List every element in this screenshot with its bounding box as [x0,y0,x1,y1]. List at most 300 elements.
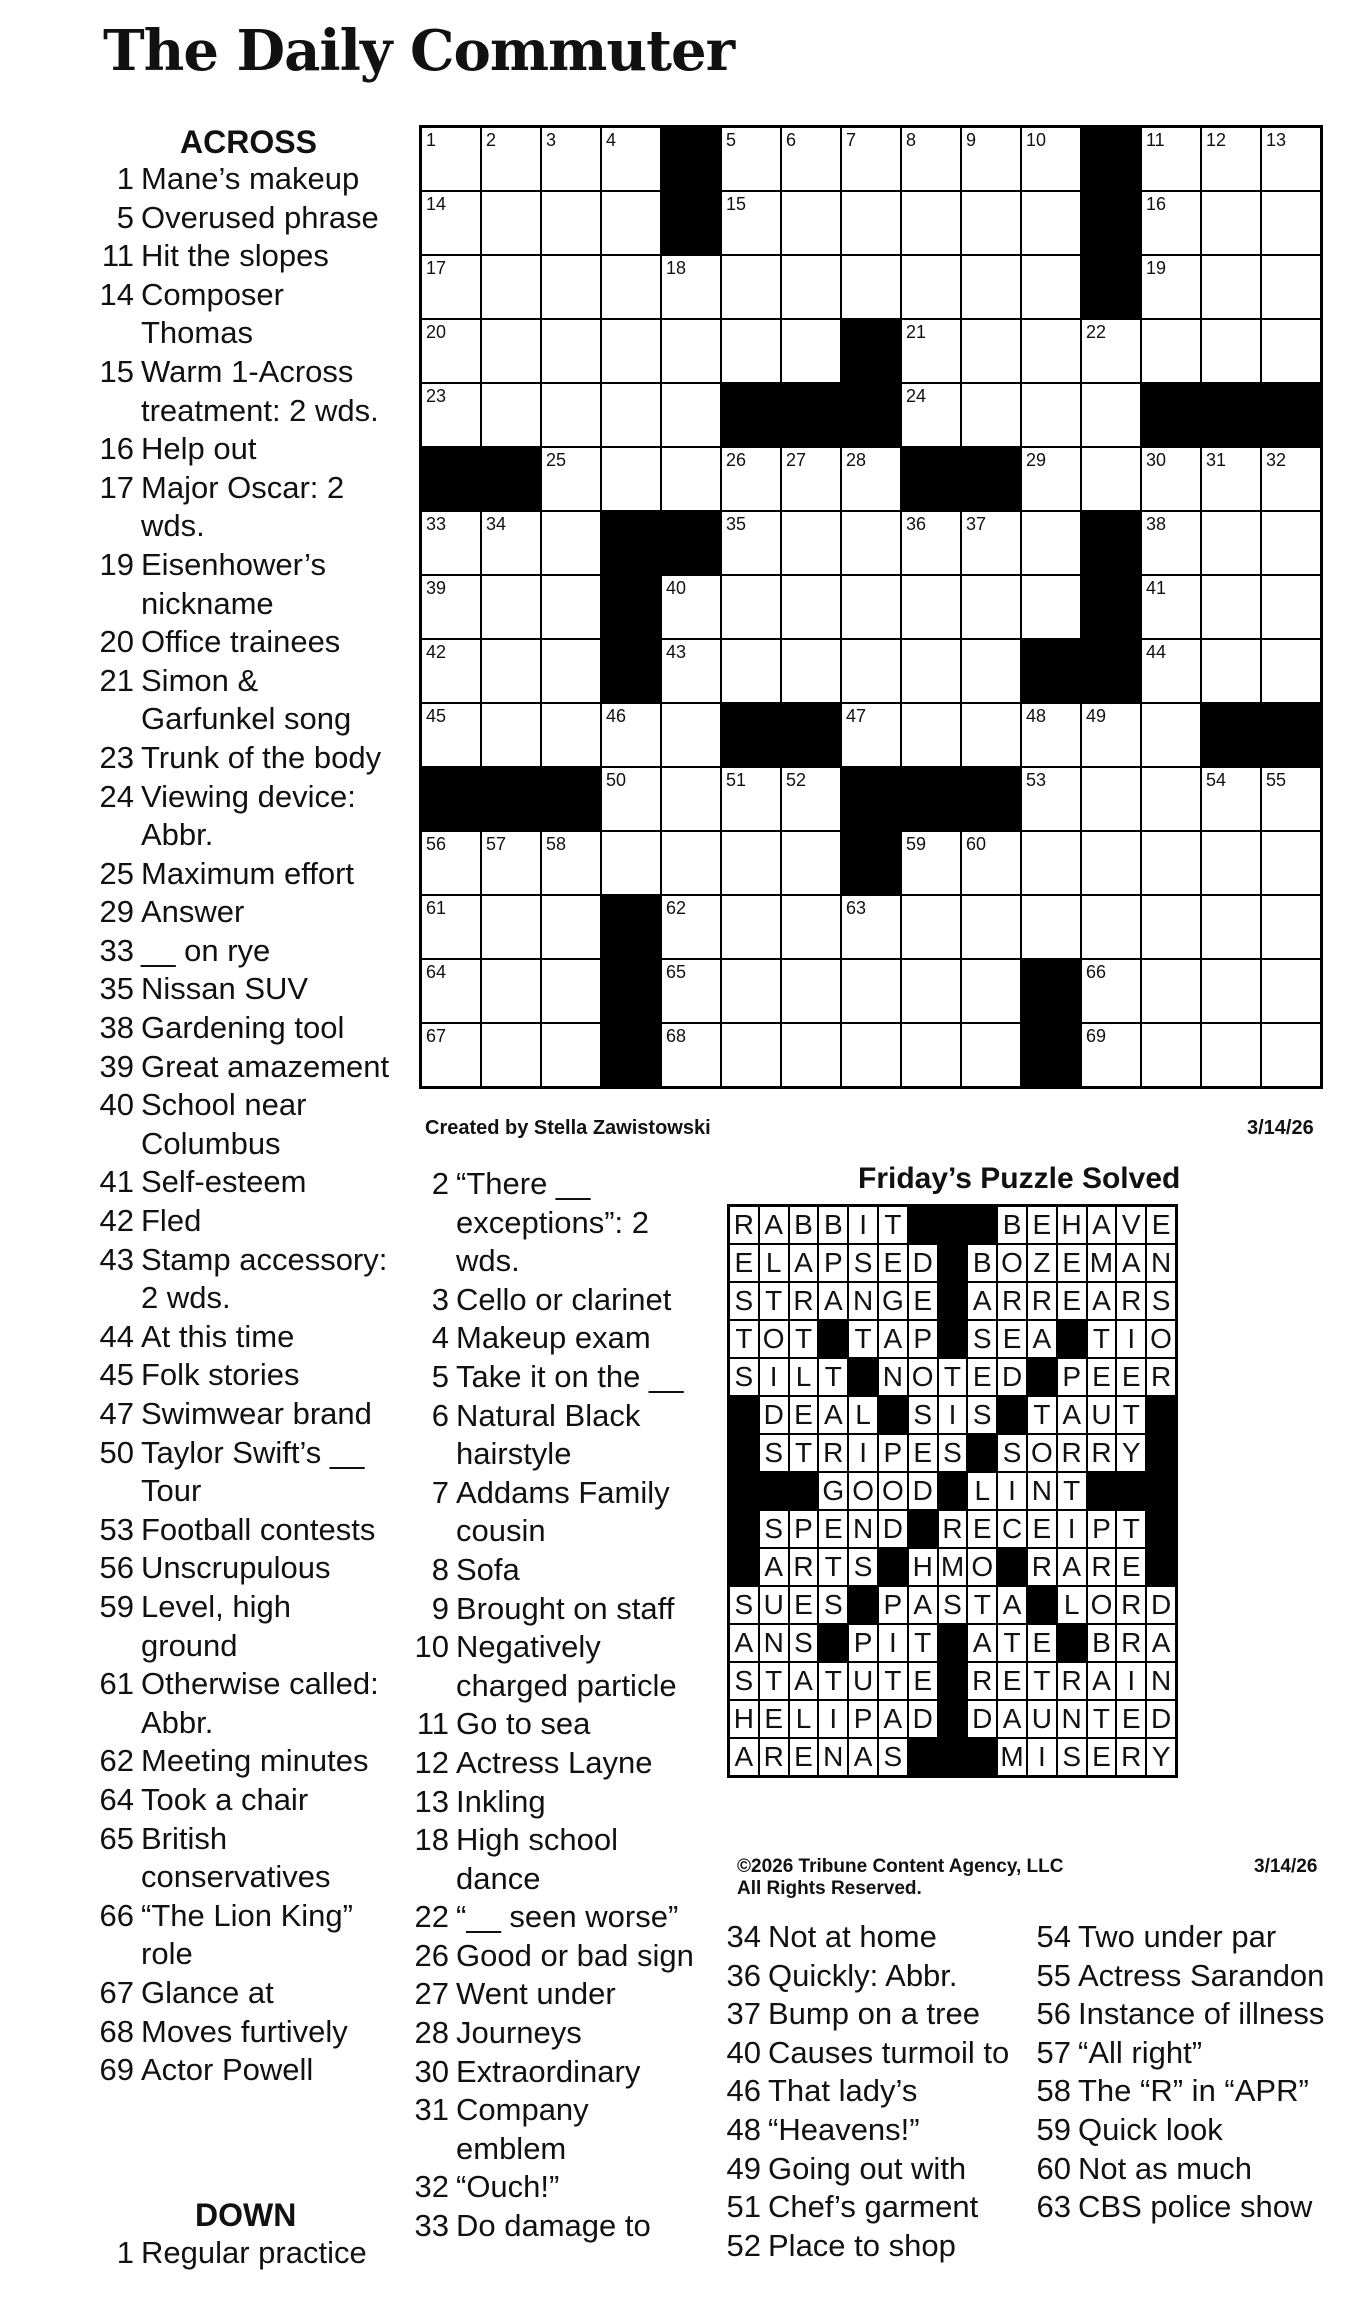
grid-cell[interactable] [901,383,961,447]
solved-letter: T [789,1434,819,1472]
grid-cell[interactable] [901,319,961,383]
solved-letter: I [1116,1662,1146,1700]
grid-cell[interactable] [901,255,961,319]
grid-cell[interactable] [961,575,1021,639]
grid-cell[interactable] [421,575,482,639]
grid-cell[interactable] [1081,447,1141,511]
grid-cell[interactable] [901,191,961,255]
grid-cell[interactable] [601,319,661,383]
grid-cell[interactable] [1261,895,1322,959]
grid-cell[interactable] [601,383,661,447]
cell-number: 63 [846,898,867,918]
clue-text: Answer [141,894,245,930]
grid-cell[interactable] [841,127,901,192]
solved-black-square [938,1662,968,1700]
grid-cell[interactable] [661,639,721,703]
grid-cell[interactable] [901,575,961,639]
grid-cell[interactable] [1081,703,1141,767]
solved-letter: E [1146,1206,1176,1245]
grid-cell[interactable] [481,575,541,639]
solved-letter: P [848,1624,878,1662]
grid-cell[interactable] [481,639,541,703]
grid-cell[interactable] [1261,319,1322,383]
solved-letter: T [759,1282,789,1320]
grid-cell[interactable] [781,959,841,1023]
grid-cell[interactable] [421,895,482,959]
grid-cell[interactable] [1021,767,1081,831]
across-header: ACROSS [180,124,317,160]
grid-cell[interactable] [541,895,601,959]
grid-cell[interactable] [901,1023,961,1088]
grid-cell[interactable] [1081,383,1141,447]
solved-letter: A [848,1738,878,1777]
solved-letter: I [878,1624,908,1662]
clue-number: 46 [726,2073,761,2109]
grid-cell[interactable] [421,255,482,319]
grid-cell[interactable] [421,1023,482,1088]
solved-black-square [938,1624,968,1662]
solved-letter: D [967,1700,997,1738]
grid-cell[interactable] [661,895,721,959]
grid-cell[interactable] [1261,511,1322,575]
grid-cell[interactable] [961,191,1021,255]
grid-cell[interactable] [841,511,901,575]
grid-cell[interactable] [1141,831,1201,895]
cell-number: 14 [426,194,447,214]
grid-cell[interactable] [1261,575,1322,639]
cell-number: 35 [726,514,747,534]
clue-number: 59 [1036,2111,1071,2147]
grid-cell[interactable] [841,639,901,703]
grid-cell[interactable] [661,831,721,895]
solved-black-square [729,1434,759,1472]
solved-letter: A [729,1624,759,1662]
black-square [1081,639,1141,703]
clue-number: 34 [726,1919,761,1954]
grid-cell[interactable] [481,1023,541,1088]
grid-cell[interactable] [421,639,482,703]
solved-letter: A [1146,1624,1176,1662]
grid-cell[interactable] [721,127,781,192]
solved-letter: E [908,1662,938,1700]
grid-cell[interactable] [901,959,961,1023]
grid-cell[interactable] [1081,1023,1141,1088]
grid-cell[interactable] [421,831,482,895]
clue-item [1036,1957,1336,1996]
grid-cell[interactable] [541,831,601,895]
grid-cell[interactable] [1021,831,1081,895]
clue-number: 21 [99,662,134,698]
grid-cell[interactable] [661,767,721,831]
grid-cell[interactable] [661,447,721,511]
solved-letter: R [1057,1662,1087,1700]
grid-cell[interactable] [1141,447,1201,511]
solved-black-square [818,1320,848,1358]
grid-cell[interactable] [721,639,781,703]
clue-item [726,1957,1026,1996]
solved-letter: S [729,1662,759,1700]
grid-cell[interactable] [721,191,781,255]
solved-letter: P [789,1510,819,1548]
clue-item [98,1086,390,1163]
clue-number: 49 [726,2150,761,2186]
grid-cell[interactable] [661,255,721,319]
down-clues-column-2 [414,1165,704,2246]
grid-cell[interactable] [721,575,781,639]
grid-cell[interactable] [841,895,901,959]
grid-cell[interactable] [1141,319,1201,383]
clue-text: Level, high ground [141,1588,291,1663]
solved-black-square [1146,1434,1176,1472]
black-square [1081,255,1141,319]
grid-cell[interactable] [1141,255,1201,319]
solved-letter: S [1146,1282,1176,1320]
grid-cell[interactable] [541,191,601,255]
grid-cell[interactable] [661,319,721,383]
solved-letter: R [1116,1282,1146,1320]
grid-cell[interactable] [901,639,961,703]
grid-cell[interactable] [721,767,781,831]
solved-letter: A [1057,1396,1087,1434]
black-square [961,447,1021,511]
grid-cell[interactable] [661,383,721,447]
grid-cell[interactable] [481,127,541,192]
grid-cell[interactable] [781,191,841,255]
grid-cell[interactable] [661,575,721,639]
solved-black-square [729,1510,759,1548]
grid-cell[interactable] [1021,703,1081,767]
grid-cell[interactable] [721,1023,781,1088]
clue-number: 20 [99,624,134,660]
grid-cell[interactable] [541,383,601,447]
solved-letter: I [848,1206,878,1245]
grid-cell[interactable] [541,127,601,192]
solved-letter: N [848,1510,878,1548]
clue-text: “__ seen worse” [456,1899,679,1935]
grid-cell[interactable] [1201,959,1261,1023]
solved-letter: I [938,1396,968,1434]
grid-cell[interactable] [781,895,841,959]
grid-cell[interactable] [841,959,901,1023]
solved-letter: S [729,1282,759,1320]
clue-item [98,469,390,546]
clue-number: 52 [726,2227,761,2263]
grid-cell[interactable] [601,127,661,192]
solved-letter: P [1087,1510,1117,1548]
grid-cell[interactable] [1261,447,1322,511]
solved-letter: T [997,1624,1027,1662]
solved-letter: T [759,1662,789,1700]
grid-cell[interactable] [541,703,601,767]
grid-cell[interactable] [1201,575,1261,639]
grid-cell[interactable] [841,1023,901,1088]
grid-cell[interactable] [781,767,841,831]
grid-cell[interactable] [721,255,781,319]
grid-cell[interactable] [1081,767,1141,831]
solved-letter: O [1146,1320,1176,1358]
clue-text: __ on rye [141,932,271,968]
grid-cell[interactable] [841,447,901,511]
grid-cell[interactable] [721,319,781,383]
grid-cell[interactable] [1261,959,1322,1023]
grid-cell[interactable] [721,831,781,895]
clue-item [98,739,390,778]
solved-letter: I [1116,1320,1146,1358]
solved-black-square [1027,1586,1057,1624]
grid-cell[interactable] [1201,191,1261,255]
grid-cell[interactable] [1201,511,1261,575]
grid-cell[interactable] [1261,127,1322,192]
clue-number: 23 [99,739,134,775]
solved-letter: T [878,1206,908,1245]
cell-number: 28 [846,450,867,470]
grid-cell[interactable] [1021,575,1081,639]
grid-cell[interactable] [961,639,1021,703]
grid-cell[interactable] [1141,1023,1201,1088]
clue-number: 18 [414,1822,449,1858]
grid-cell[interactable] [481,959,541,1023]
grid-cell[interactable] [1201,639,1261,703]
grid-cell[interactable] [901,127,961,192]
grid-cell[interactable] [1021,447,1081,511]
grid-cell[interactable] [1081,831,1141,895]
grid-cell[interactable] [481,895,541,959]
grid-cell[interactable] [1201,767,1261,831]
grid-cell[interactable] [1201,831,1261,895]
grid-cell[interactable] [421,959,482,1023]
grid-cell[interactable] [721,959,781,1023]
cell-number: 64 [426,962,447,982]
grid-cell[interactable] [781,511,841,575]
grid-cell[interactable] [1021,191,1081,255]
grid-cell[interactable] [601,447,661,511]
solved-black-square [729,1396,759,1434]
grid-cell[interactable] [481,383,541,447]
solved-letter: L [967,1472,997,1510]
clue-item [98,778,390,855]
grid-cell[interactable] [481,319,541,383]
grid-cell[interactable] [601,255,661,319]
grid-cell[interactable] [961,383,1021,447]
grid-cell[interactable] [781,639,841,703]
grid-cell[interactable] [1141,767,1201,831]
grid-cell[interactable] [781,447,841,511]
grid-cell[interactable] [841,703,901,767]
clue-number: 63 [1036,2189,1071,2225]
grid-cell[interactable] [421,319,482,383]
grid-cell[interactable] [481,255,541,319]
grid-cell[interactable] [1261,767,1322,831]
solved-letter: N [1057,1700,1087,1738]
solved-letter: A [878,1320,908,1358]
grid-cell[interactable] [1201,895,1261,959]
grid-cell[interactable] [1141,639,1201,703]
clue-text: Quick look [1078,2111,1223,2147]
clue-text: Causes turmoil to [768,2034,1010,2070]
grid-cell[interactable] [1021,895,1081,959]
clue-text: Actress Layne [456,1744,653,1780]
black-square [1081,511,1141,575]
grid-cell[interactable] [721,447,781,511]
clue-number: 61 [99,1666,134,1702]
grid-cell[interactable] [961,319,1021,383]
grid-cell[interactable] [481,191,541,255]
grid-cell[interactable] [961,255,1021,319]
solved-black-square [938,1206,968,1245]
grid-cell[interactable] [541,959,601,1023]
clue-number: 12 [414,1744,449,1780]
cell-number: 58 [546,834,567,854]
grid-cell[interactable] [1141,511,1201,575]
grid-cell[interactable] [1141,127,1201,192]
grid-cell[interactable] [661,959,721,1023]
grid-cell[interactable] [721,511,781,575]
black-square [1201,703,1261,767]
grid-cell[interactable] [1081,319,1141,383]
clue-text: Major Oscar: 2 wds. [141,469,345,544]
grid-cell[interactable] [1141,191,1201,255]
clue-text: High school dance [456,1822,618,1896]
clue-item [414,1783,704,1822]
grid-cell[interactable] [961,127,1021,192]
grid-cell[interactable] [661,1023,721,1088]
grid-cell[interactable] [841,191,901,255]
grid-cell[interactable] [421,383,482,447]
black-square [1021,639,1081,703]
grid-cell[interactable] [781,127,841,192]
grid-cell[interactable] [841,575,901,639]
grid-cell[interactable] [421,191,482,255]
grid-cell[interactable] [1141,895,1201,959]
solved-letter: R [997,1282,1027,1320]
grid-cell[interactable] [1021,127,1081,192]
solved-black-square [938,1738,968,1777]
grid-cell[interactable] [841,255,901,319]
grid-cell[interactable] [961,1023,1021,1088]
grid-cell[interactable] [541,447,601,511]
grid-cell[interactable] [1021,255,1081,319]
solved-letter: T [1057,1472,1087,1510]
grid-cell[interactable] [901,895,961,959]
grid-cell[interactable] [781,255,841,319]
grid-cell[interactable] [481,831,541,895]
solved-letter: T [1027,1662,1057,1700]
clue-number: 43 [99,1241,134,1277]
grid-cell[interactable] [481,703,541,767]
grid-cell[interactable] [481,511,541,575]
grid-cell[interactable] [781,1023,841,1088]
clue-number: 11 [416,1706,449,1742]
cell-number: 61 [426,898,447,918]
grid-cell[interactable] [1081,895,1141,959]
clue-number: 33 [99,932,134,968]
cell-number: 65 [666,962,687,982]
clue-item [98,1820,390,1897]
grid-cell[interactable] [541,639,601,703]
grid-cell[interactable] [961,511,1021,575]
cell-number: 31 [1206,450,1227,470]
grid-cell[interactable] [1261,1023,1322,1088]
black-square [721,703,781,767]
grid-cell[interactable] [961,895,1021,959]
solved-letter: D [1146,1586,1176,1624]
solved-letter: O [908,1358,938,1396]
solved-letter: A [1116,1244,1146,1282]
grid-cell[interactable] [1201,447,1261,511]
grid-cell[interactable] [601,703,661,767]
grid-cell[interactable] [721,895,781,959]
grid-cell[interactable] [781,319,841,383]
grid-cell[interactable] [601,767,661,831]
clue-item [98,1048,390,1087]
solved-letter: A [789,1244,819,1282]
solved-letter: U [848,1662,878,1700]
solved-letter: E [789,1396,819,1434]
grid-cell[interactable] [901,831,961,895]
grid-cell[interactable] [901,703,961,767]
grid-cell[interactable] [421,127,482,192]
grid-cell[interactable] [541,575,601,639]
cell-number: 44 [1146,642,1167,662]
grid-cell[interactable] [901,511,961,575]
solved-letter: M [997,1738,1027,1777]
solved-letter: L [789,1700,819,1738]
grid-cell[interactable] [1021,511,1081,575]
grid-cell[interactable] [541,255,601,319]
solved-black-square [1146,1510,1176,1548]
grid-cell[interactable] [1021,319,1081,383]
grid-cell[interactable] [601,191,661,255]
grid-cell[interactable] [1201,1023,1261,1088]
grid-cell[interactable] [541,511,601,575]
clue-number: 7 [431,1474,449,1510]
clue-number: 4 [431,1320,449,1356]
solved-letter: E [908,1434,938,1472]
black-square [601,511,661,575]
grid-cell[interactable] [1261,191,1322,255]
grid-cell[interactable] [1261,831,1322,895]
cell-number: 16 [1146,194,1167,214]
grid-cell[interactable] [1201,255,1261,319]
grid-cell[interactable] [781,831,841,895]
grid-cell[interactable] [1201,127,1261,192]
grid-cell[interactable] [961,831,1021,895]
grid-cell[interactable] [601,831,661,895]
clue-item [1036,1918,1336,1957]
grid-cell[interactable] [961,959,1021,1023]
grid-cell[interactable] [781,575,841,639]
grid-cell[interactable] [1141,703,1201,767]
grid-cell[interactable] [661,703,721,767]
clue-text: Bump on a tree [768,1996,980,2032]
grid-cell[interactable] [1261,255,1322,319]
grid-cell[interactable] [961,703,1021,767]
grid-cell[interactable] [541,319,601,383]
grid-cell[interactable] [1141,575,1201,639]
grid-cell[interactable] [541,1023,601,1088]
crossword-grid[interactable] [419,125,1323,1089]
clue-number: 68 [99,2013,134,2049]
cell-number: 13 [1266,130,1287,150]
grid-cell[interactable] [1201,319,1261,383]
grid-cell[interactable] [1021,383,1081,447]
clue-text: At this time [141,1318,295,1354]
grid-cell[interactable] [1081,959,1141,1023]
grid-cell[interactable] [1141,959,1201,1023]
grid-cell[interactable] [421,511,482,575]
grid-cell[interactable] [1261,639,1322,703]
grid-cell[interactable] [421,703,482,767]
